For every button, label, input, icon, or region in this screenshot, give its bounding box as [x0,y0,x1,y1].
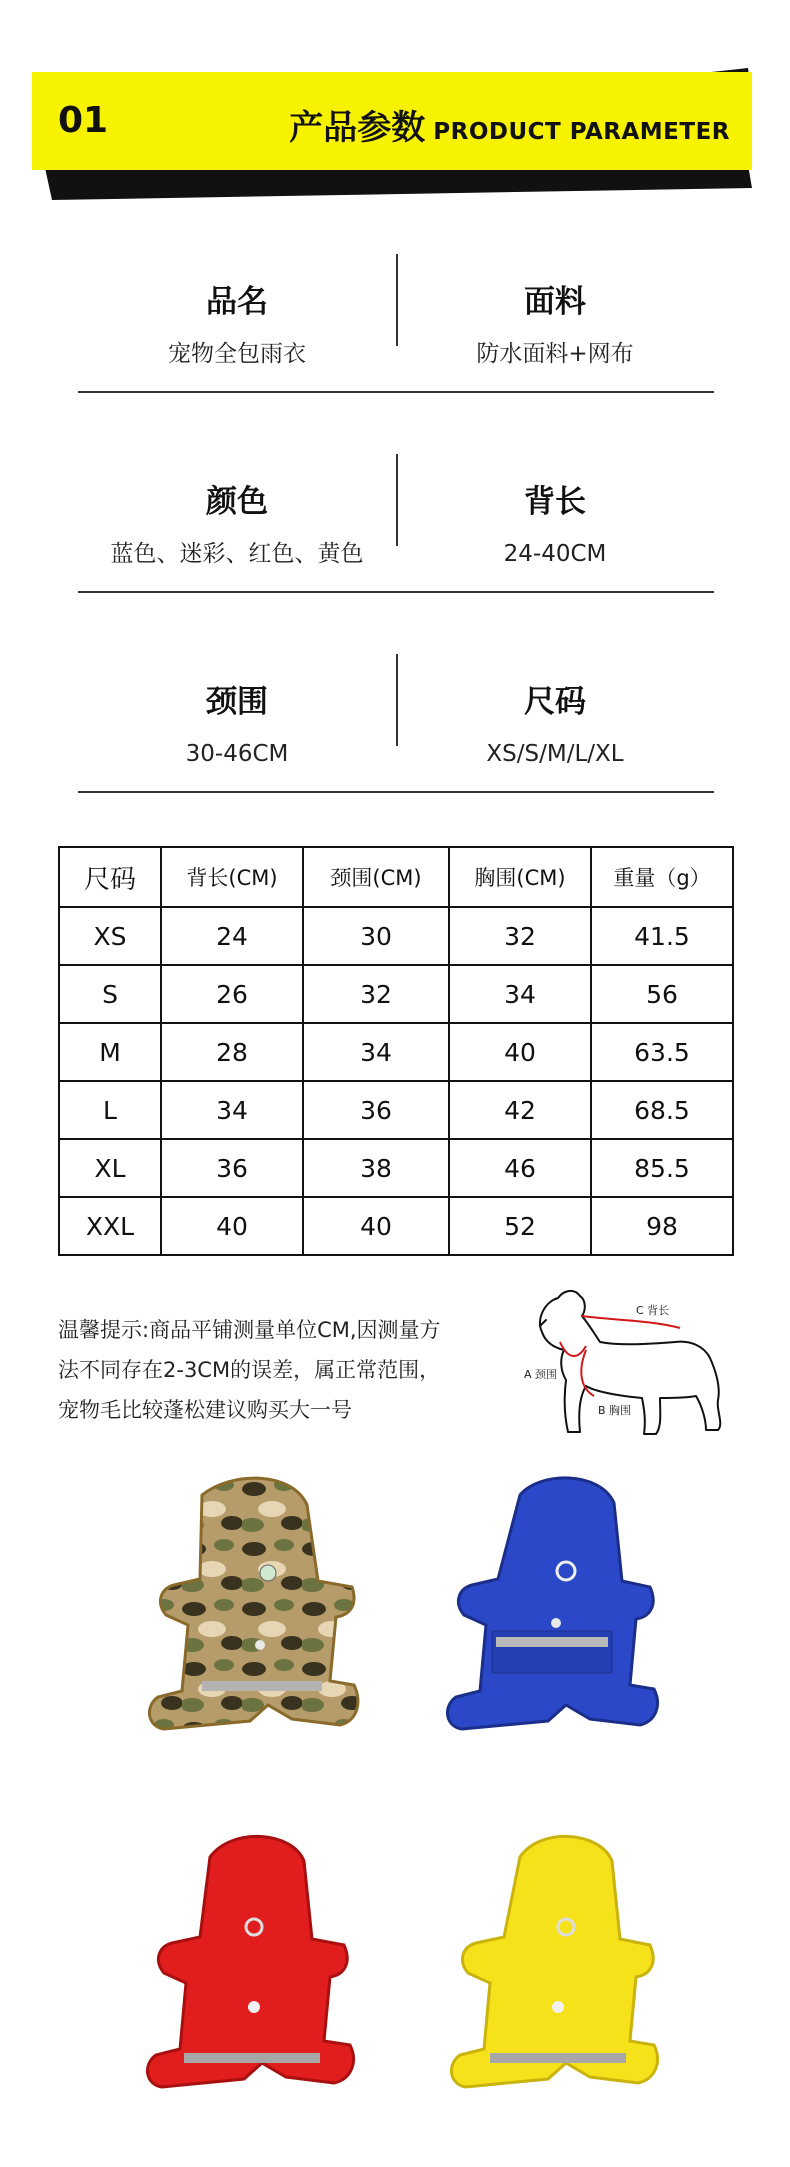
table-cell: 40 [303,1197,449,1255]
yellow-raincoat-photo [400,1827,700,2147]
param-value: 宠物全包雨衣 [168,341,306,367]
table-cell: 30 [303,907,449,965]
table-cell: 40 [161,1197,303,1255]
table-header-cell: 背长(CM) [161,847,303,907]
tip-line: 法不同存在2-3CM的误差，属正常范围， [58,1358,441,1382]
table-header-cell: 颈围(CM) [303,847,449,907]
param-separator [78,591,714,593]
param-item [78,280,396,370]
param-label: 面料 [524,284,586,320]
table-cell: 63.5 [591,1023,733,1081]
table-row [59,965,733,1023]
param-separator [78,391,714,393]
table-cell: XXL [59,1197,161,1255]
table-cell: 42 [449,1081,591,1139]
diagram-label-c: C 背长 [636,1304,670,1317]
camouflage-raincoat-image [122,1475,422,1795]
size-table [58,846,734,1256]
table-cell: 28 [161,1023,303,1081]
table-cell: 46 [449,1139,591,1197]
param-separator [78,791,714,793]
table-cell: 98 [591,1197,733,1255]
table-cell: 38 [303,1139,449,1197]
param-value: 24-40CM [503,541,607,567]
table-row [59,1081,733,1139]
param-item [78,680,396,770]
param-label: 颜色 [206,484,268,520]
table-cell: 32 [303,965,449,1023]
table-cell: S [59,965,161,1023]
product-parameters [78,248,714,848]
table-header-cell: 胸围(CM) [449,847,591,907]
blue-raincoat-image [400,1475,700,1795]
param-label: 尺码 [524,684,586,720]
table-row [59,1023,733,1081]
table-cell: 41.5 [591,907,733,965]
diagram-label-b: B 胸围 [598,1404,632,1417]
red-raincoat-image [122,1827,422,2147]
blue-raincoat-photo [400,1475,700,1795]
table-cell: 26 [161,965,303,1023]
table-cell: 36 [303,1081,449,1139]
table-cell: 85.5 [591,1139,733,1197]
table-cell: 56 [591,965,733,1023]
table-cell: 34 [303,1023,449,1081]
table-cell: XL [59,1139,161,1197]
param-label: 颈围 [206,684,268,720]
param-value: 防水面料+网布 [476,341,634,367]
param-row [78,248,714,448]
table-cell: 34 [449,965,591,1023]
red-raincoat-photo [122,1827,422,2147]
camouflage-raincoat-photo [122,1475,422,1795]
param-item [78,480,396,570]
dog-measurement-diagram [520,1280,742,1460]
table-header-cell: 尺码 [59,847,161,907]
section-title-en: PRODUCT PARAMETER [433,119,730,145]
tip-line: 宠物毛比较蓬松建议购买大一号 [58,1398,352,1422]
param-value: 蓝色、迷彩、红色、黄色 [110,541,364,567]
section-number: 01 [58,100,109,141]
table-header-cell: 重量（g） [591,847,733,907]
param-label: 背长 [524,484,586,520]
param-row [78,448,714,648]
param-item [396,280,714,370]
table-cell: 32 [449,907,591,965]
table-cell: 52 [449,1197,591,1255]
tip-line: 温馨提示:商品平铺测量单位CM,因测量方 [58,1318,441,1342]
table-cell: XS [59,907,161,965]
table-cell: M [59,1023,161,1081]
param-item [396,480,714,570]
measurement-tip [58,1310,498,1430]
param-value: XS/S/M/L/XL [486,741,624,767]
table-cell: 68.5 [591,1081,733,1139]
table-row [59,1139,733,1197]
section-title [289,100,730,149]
diagram-label-a: A 颈围 [524,1368,558,1381]
section-title-cn: 产品参数 [289,108,426,148]
table-cell: 34 [161,1081,303,1139]
table-row [59,1197,733,1255]
table-cell: 36 [161,1139,303,1197]
param-item [396,680,714,770]
yellow-raincoat-image [400,1827,700,2147]
param-row [78,648,714,848]
param-value: 30-46CM [185,741,289,767]
table-cell: L [59,1081,161,1139]
table-cell: 40 [449,1023,591,1081]
table-row [59,907,733,965]
table-header-row [59,847,733,907]
table-cell: 24 [161,907,303,965]
param-label: 品名 [206,284,268,320]
